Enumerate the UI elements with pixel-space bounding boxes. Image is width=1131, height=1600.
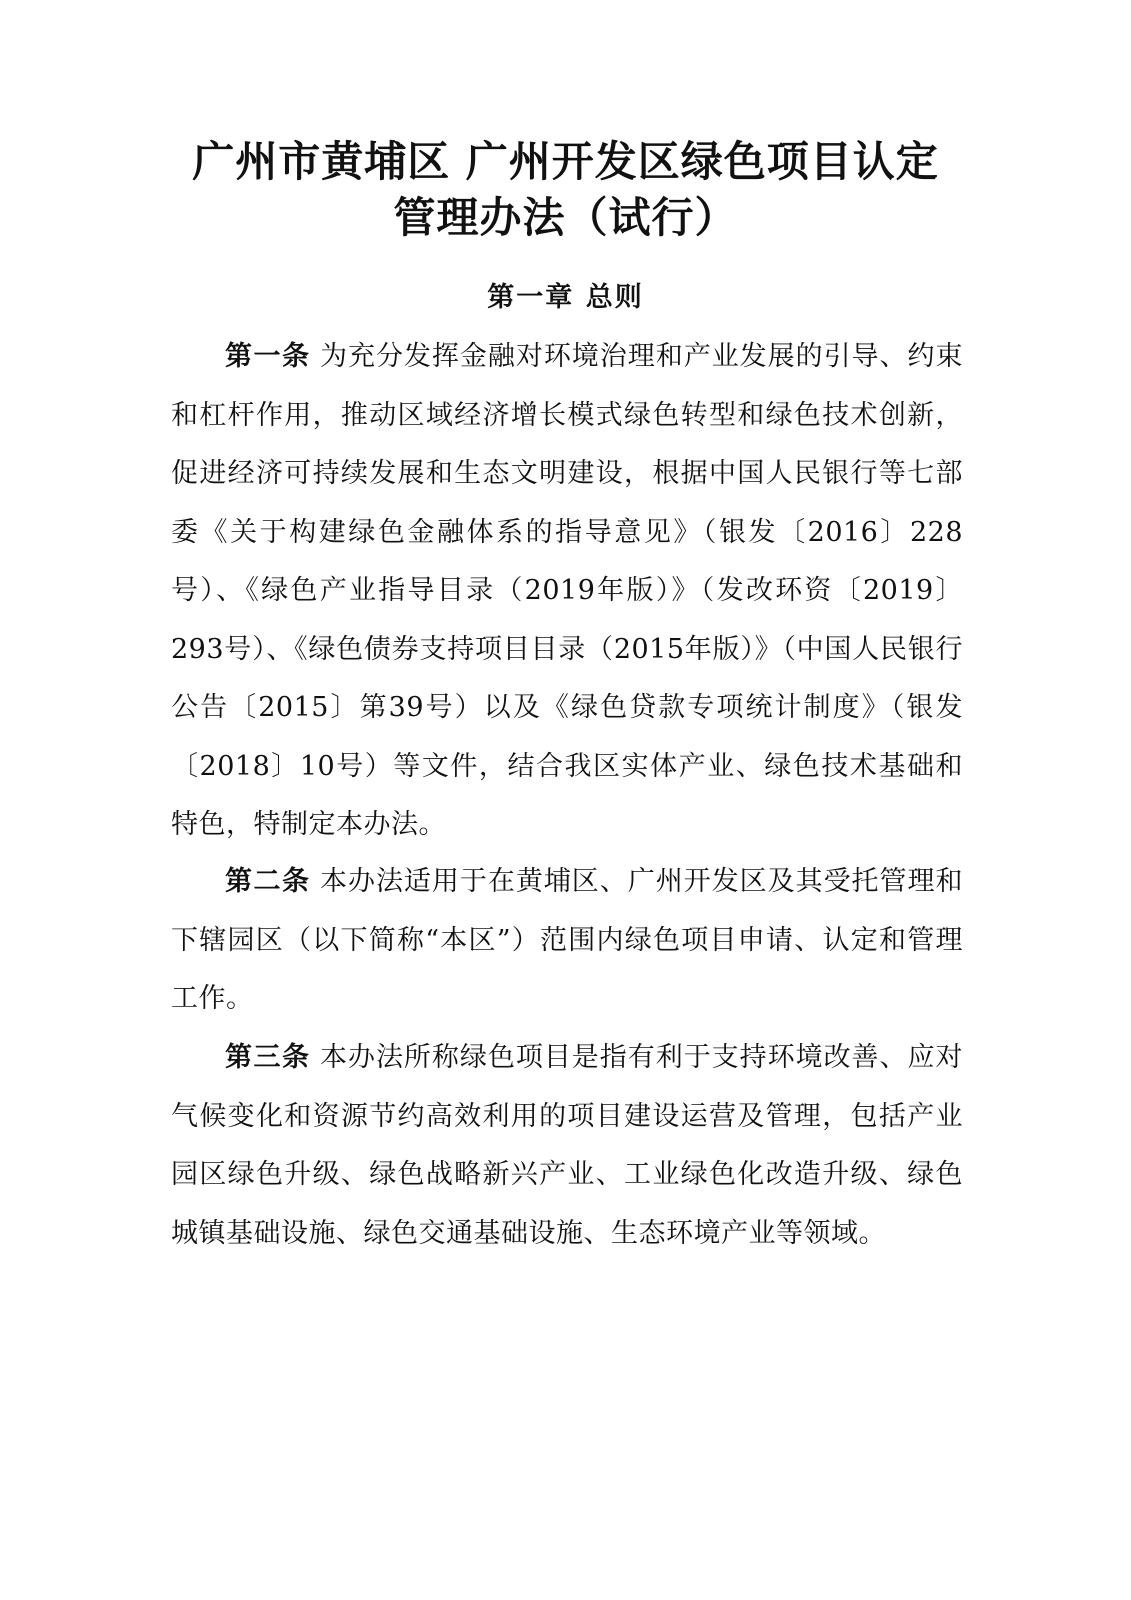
article-1 [171, 328, 963, 855]
chapter-heading: 第一章 总则 [487, 282, 644, 313]
article-2-text: 本办法适用于在黄埔区、广州开发区及其受托管理和下辖园区（以下简称“本区”）范围内绿色项目申请、认定和管理工作。 [171, 866, 963, 1014]
document-title-line-2: 管理办法（试行） [393, 193, 738, 242]
article-2-label: 第二条 [225, 866, 311, 897]
document-title-line-1: 广州市黄埔区 广州开发区绿色项目认定 [192, 137, 939, 186]
article-1-label: 第一条 [225, 341, 311, 372]
article-3-label: 第三条 [225, 1042, 311, 1073]
article-2 [171, 853, 963, 1029]
article-3-text: 本办法所称绿色项目是指有利于支持环境改善、应对气候变化和资源节约高效利用的项目建设运营及管理，包括产业园区绿色升级、绿色战略新兴产业、工业绿色化改造升级、绿色城镇基础设施、绿色交通基础设施、生态环境产业等领域。 [171, 1042, 963, 1249]
article-3 [171, 1029, 963, 1263]
article-1-text: 为充分发挥金融对环境治理和产业发展的引导、约束和杠杆作用，推动区域经济增长模式绿色转型和绿色技术创新，促进经济可持续发展和生态文明建设，根据中国人民银行等七部委《关于构建绿色金融体系的指导意见》（银发〔2016〕228号）、《绿色产业指导目录（2019年版）》（发改环资〔2019〕293号）、《绿色债券支持项目目录（2015年版）》（中国人民银行公告〔2015〕第39号）以及《绿色贷款专项统计制度》（银发〔2018〕10号）等文件，结合我区实体产业、绿色技术基础和特色，特制定本办法。 [171, 341, 963, 840]
